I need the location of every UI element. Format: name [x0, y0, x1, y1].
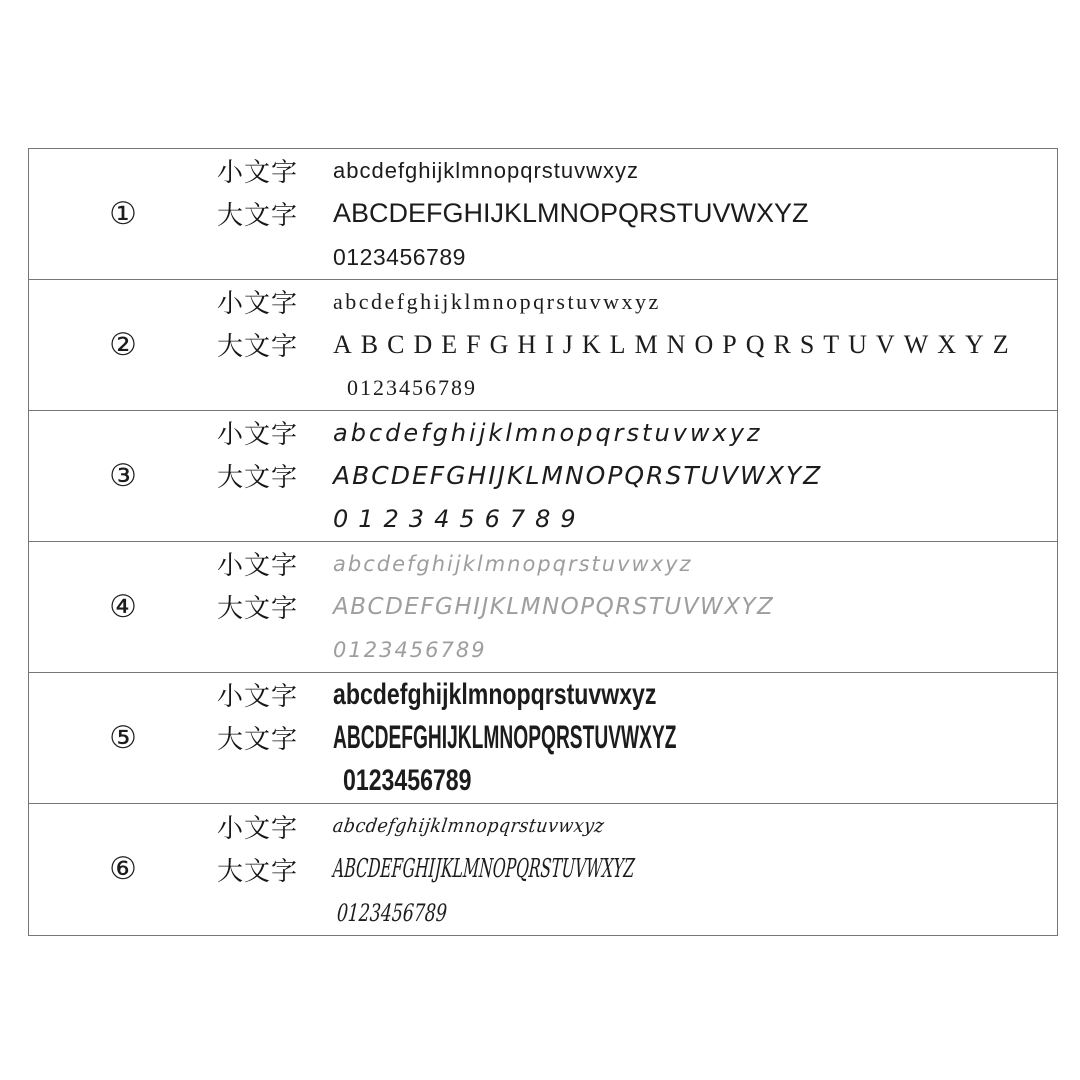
uppercase-line [217, 192, 1057, 235]
uppercase-sample: ABCDEFGHIJKLMNOPQRSTUVWXYZ [333, 593, 775, 620]
uppercase-label: 大文字 [217, 331, 299, 362]
digits-sample: 0123456789 [347, 375, 477, 401]
uppercase-label: 大文字 [217, 462, 299, 493]
lowercase-label: 小文字 [217, 550, 299, 581]
digits-line [217, 367, 1057, 410]
font-samples-1 [217, 149, 1057, 279]
font-samples-5 [217, 673, 1057, 803]
font-row-2 [29, 280, 1057, 411]
uppercase-sample: ABCDEFGHIJKLMNOPQRSTUVWXYZ [331, 854, 636, 885]
uppercase-sample: ABCDEFGHIJKLMNOPQRSTUVWXYZ [333, 719, 677, 756]
digits-line [217, 498, 1057, 541]
font-samples-2 [217, 280, 1057, 410]
lowercase-line [217, 542, 1057, 585]
row-number-cell-5 [29, 673, 217, 803]
lowercase-line [217, 149, 1057, 192]
uppercase-line [217, 454, 1057, 497]
uppercase-sample: ABCDEFGHIJKLMNOPQRSTUVWXYZ [333, 329, 1018, 359]
row-number-cell-3 [29, 411, 217, 541]
digits-sample: 0123456789 [343, 764, 472, 798]
circled-number-3: ③ [109, 457, 137, 494]
row-number-cell-6 [29, 804, 217, 935]
lowercase-line [217, 804, 1057, 847]
row-number-cell-1 [29, 149, 217, 279]
uppercase-label: 大文字 [217, 593, 299, 624]
lowercase-line [217, 673, 1057, 716]
lowercase-line [217, 280, 1057, 323]
circled-number-2: ② [109, 326, 137, 363]
font-samples-3 [217, 411, 1057, 541]
digits-sample: 0123456789 [333, 243, 466, 270]
lowercase-label: 小文字 [217, 681, 299, 712]
font-row-6 [29, 804, 1057, 935]
font-row-4 [29, 542, 1057, 673]
lowercase-label: 小文字 [217, 812, 299, 843]
uppercase-label: 大文字 [217, 855, 299, 886]
uppercase-line [217, 848, 1057, 891]
digits-sample: 0123456789 [336, 898, 448, 927]
digits-sample: 0123456789 [333, 505, 586, 534]
lowercase-label: 小文字 [217, 288, 299, 319]
digits-line [217, 760, 1057, 803]
uppercase-label: 大文字 [217, 724, 299, 755]
lowercase-sample: abcdefghijklmnopqrstuvwxyz [333, 157, 640, 183]
lowercase-sample: abcdefghijklmnopqrstuvwxyz [333, 418, 763, 447]
circled-number-5: ⑤ [109, 719, 137, 756]
digits-sample: 0123456789 [333, 638, 487, 663]
uppercase-sample: ABCDEFGHIJKLMNOPQRSTUVWXYZ [333, 461, 823, 491]
lowercase-sample: abcdefghijklmnopqrstuvwxyz [333, 677, 657, 711]
uppercase-line [217, 585, 1057, 628]
row-number-cell-2 [29, 280, 217, 410]
font-row-1 [29, 149, 1057, 280]
uppercase-sample: ABCDEFGHIJKLMNOPQRSTUVWXYZ [333, 198, 809, 229]
lowercase-label: 小文字 [217, 419, 299, 450]
font-sample-table [28, 148, 1058, 936]
circled-number-1: ① [109, 195, 137, 232]
lowercase-line [217, 411, 1057, 454]
circled-number-6: ⑥ [109, 851, 137, 887]
lowercase-label: 小文字 [217, 157, 299, 188]
uppercase-label: 大文字 [217, 200, 299, 231]
digits-line [217, 629, 1057, 672]
font-row-3 [29, 411, 1057, 542]
font-row-5 [29, 673, 1057, 804]
lowercase-sample: abcdefghijklmnopqrstuvwxyz [333, 551, 693, 576]
lowercase-sample: abcdefghijklmnopqrstuvwxyz [333, 288, 661, 314]
lowercase-sample: abcdefghijklmnopqrstuvwxyz [331, 815, 606, 838]
uppercase-line [217, 716, 1057, 759]
circled-number-4: ④ [109, 588, 137, 625]
row-number-cell-4 [29, 542, 217, 672]
uppercase-line [217, 323, 1057, 366]
digits-line [217, 236, 1057, 279]
digits-line [217, 891, 1057, 934]
font-samples-4 [217, 542, 1057, 672]
font-samples-6 [217, 804, 1057, 935]
